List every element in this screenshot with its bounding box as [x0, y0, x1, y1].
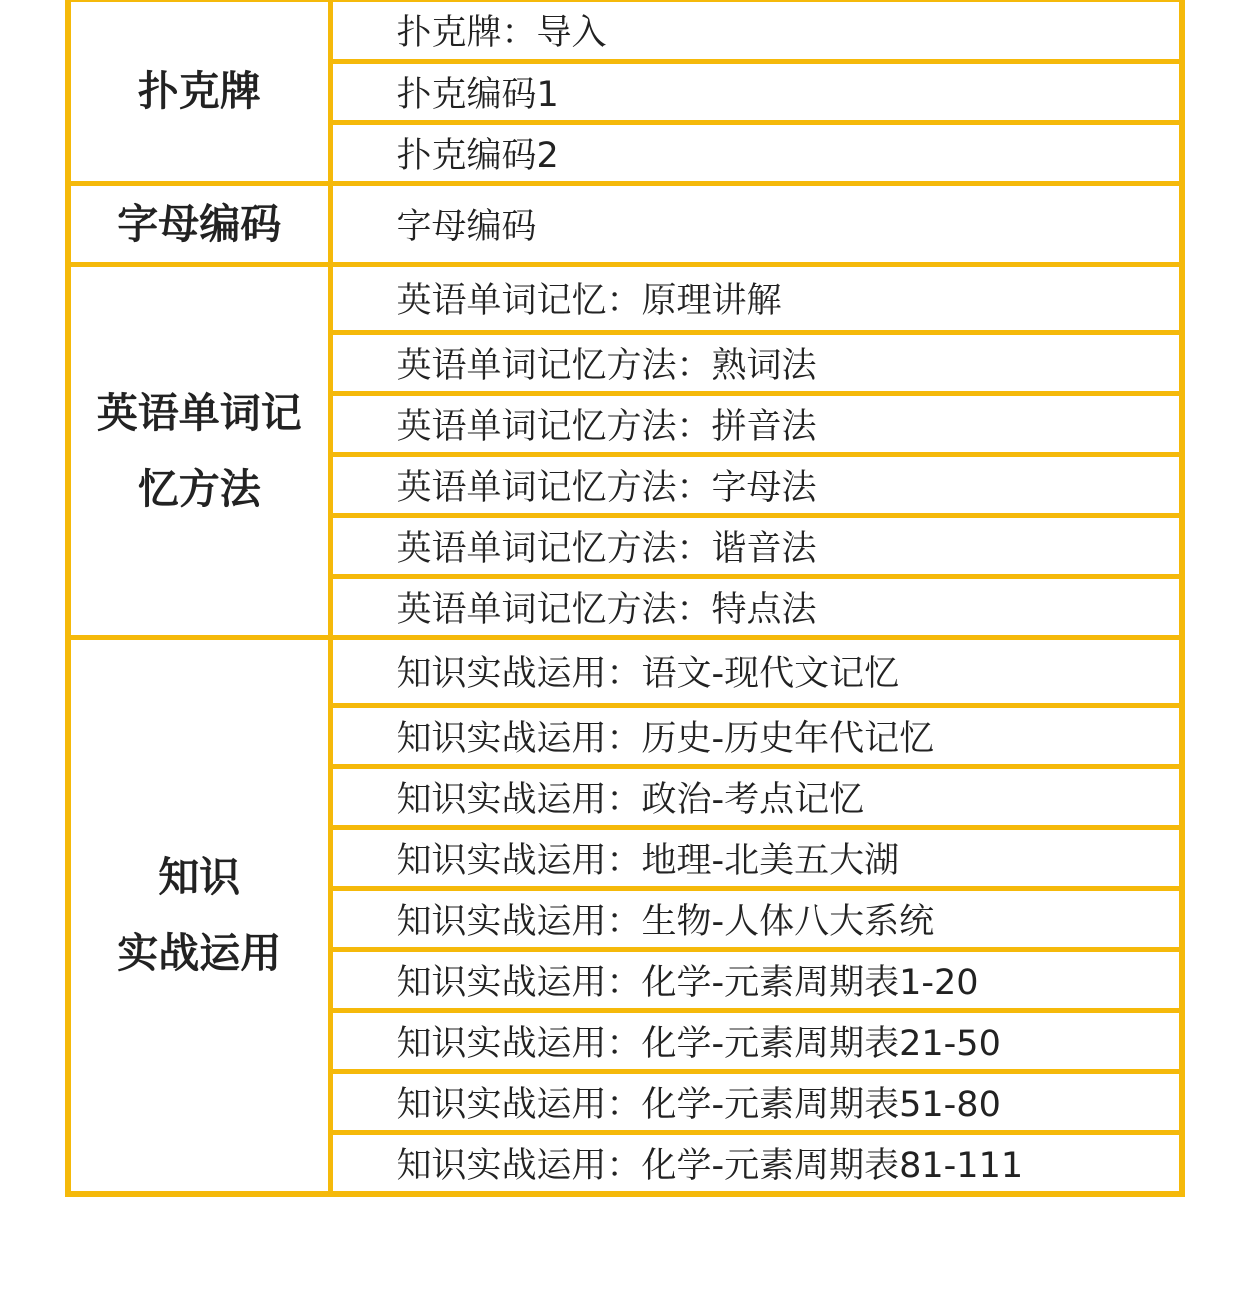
section-title-line: 英语单词记 — [96, 388, 302, 437]
lesson-item: 扑克编码1 — [330, 61, 1182, 122]
lesson-item: 英语单词记忆方法：特点法 — [330, 576, 1182, 637]
section-title-line: 知识 — [158, 853, 241, 902]
table-row — [68, 264, 1182, 332]
lesson-item: 知识实战运用：化学-元素周期表21-50 — [330, 1010, 1182, 1071]
lesson-item: 英语单词记忆方法：谐音法 — [330, 515, 1182, 576]
lesson-item: 知识实战运用：历史-历史年代记忆 — [330, 705, 1182, 766]
section-title-cell — [68, 183, 330, 264]
lesson-item: 知识实战运用：语文-现代文记忆 — [330, 637, 1182, 705]
lesson-item: 字母编码 — [330, 183, 1182, 264]
lesson-item: 英语单词记忆方法：拼音法 — [330, 393, 1182, 454]
table-row — [68, 183, 1182, 264]
section-title-line: 字母编码 — [117, 199, 282, 248]
lesson-item: 知识实战运用：化学-元素周期表51-80 — [330, 1071, 1182, 1132]
lesson-item: 英语单词记忆：原理讲解 — [330, 264, 1182, 332]
table-row — [68, 0, 1182, 61]
lesson-item: 知识实战运用：地理-北美五大湖 — [330, 827, 1182, 888]
section-title-line: 忆方法 — [137, 464, 261, 513]
table-row — [68, 637, 1182, 705]
section-title-cell — [68, 637, 330, 1194]
section-title-line: 实战运用 — [117, 929, 282, 978]
lesson-item: 英语单词记忆方法：字母法 — [330, 454, 1182, 515]
lesson-item: 扑克牌：导入 — [330, 0, 1182, 61]
lesson-item: 英语单词记忆方法：熟词法 — [330, 332, 1182, 393]
lesson-item: 知识实战运用：生物-人体八大系统 — [330, 888, 1182, 949]
section-title-cell — [68, 264, 330, 637]
course-outline-table — [65, 0, 1185, 1197]
lesson-item: 知识实战运用：化学-元素周期表81-111 — [330, 1132, 1182, 1194]
section-title-line: 扑克牌 — [137, 67, 261, 116]
lesson-item: 扑克编码2 — [330, 122, 1182, 183]
section-title-cell — [68, 0, 330, 183]
lesson-item: 知识实战运用：化学-元素周期表1-20 — [330, 949, 1182, 1010]
lesson-item: 知识实战运用：政治-考点记忆 — [330, 766, 1182, 827]
